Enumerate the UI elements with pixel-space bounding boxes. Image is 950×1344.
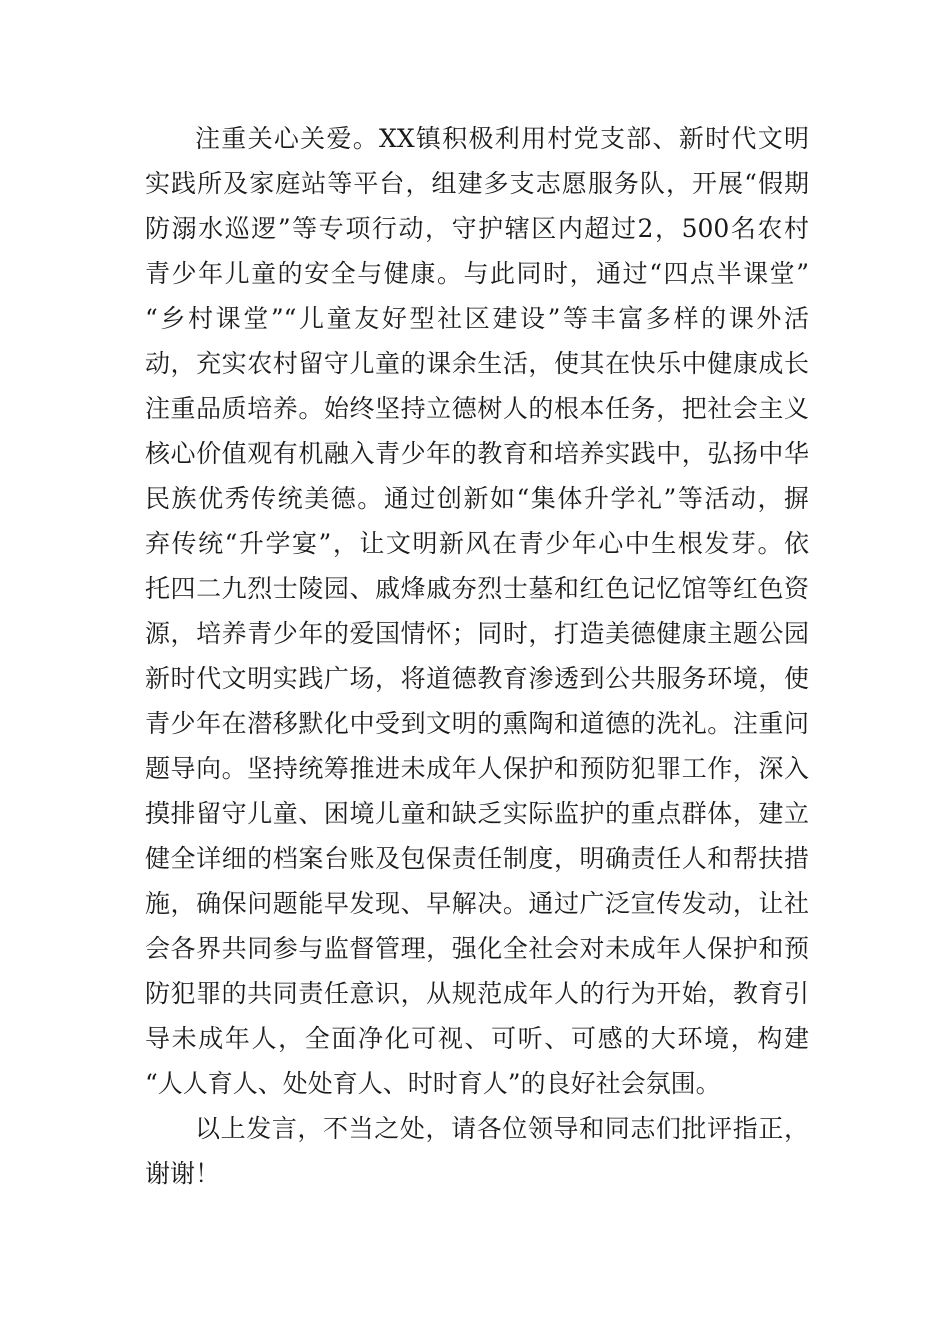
text-line: 注重品质培养。始终坚持立德树人的根本任务，把社会主义 xyxy=(145,394,809,423)
paragraph-closing xyxy=(145,1106,809,1196)
text-line: 题导向。坚持统筹推进未成年人保护和预防犯罪工作，深入 xyxy=(145,754,809,783)
text-line: 核心价值观有机融入青少年的教育和培养实践中，弘扬中华 xyxy=(145,439,809,468)
text-line: 施，确保问题能早发现、早解决。通过广泛宣传发动，让社 xyxy=(145,889,809,918)
text-line: 谢谢！ xyxy=(145,1159,221,1188)
text-line: 青少年在潜移默化中受到文明的熏陶和道德的洗礼。注重问 xyxy=(145,709,809,738)
text-line: “人人育人、处处育人、时时育人”的良好社会氛围。 xyxy=(145,1069,721,1098)
text-line: 健全详细的档案台账及包保责任制度，明确责任人和帮扶措 xyxy=(145,844,809,873)
text-line: 实践所及家庭站等平台，组建多支志愿服务队，开展“假期 xyxy=(145,169,809,198)
text-line: 青少年儿童的安全与健康。与此同时，通过“四点半课堂” xyxy=(145,259,809,288)
document-body xyxy=(145,116,809,1196)
text-line: “乡村课堂”“儿童友好型社区建设”等丰富多样的课外活 xyxy=(145,304,809,333)
paragraph-main xyxy=(145,116,809,1106)
text-line: 新时代文明实践广场，将道德教育渗透到公共服务环境，使 xyxy=(145,664,809,693)
text-line: 防溺水巡逻”等专项行动，守护辖区内超过2，500名农村 xyxy=(145,214,809,243)
text-line: 会各界共同参与监督管理，强化全社会对未成年人保护和预 xyxy=(145,934,809,963)
text-line: 以上发言，不当之处，请各位领导和同志们批评指正， xyxy=(195,1114,809,1143)
text-line: 动，充实农村留守儿童的课余生活，使其在快乐中健康成长 xyxy=(145,349,809,378)
text-line: 弃传统“升学宴”，让文明新风在青少年心中生根发芽。依 xyxy=(145,529,809,558)
text-line: 源，培养青少年的爱国情怀；同时，打造美德健康主题公园 xyxy=(145,619,809,648)
text-line: 导未成年人，全面净化可视、可听、可感的大环境，构建 xyxy=(145,1024,809,1053)
text-line: 托四二九烈士陵园、戚烽戚夯烈士墓和红色记忆馆等红色资 xyxy=(145,574,809,603)
text-line: 防犯罪的共同责任意识，从规范成年人的行为开始，教育引 xyxy=(145,979,809,1008)
text-line: 民族优秀传统美德。通过创新如“集体升学礼”等活动，摒 xyxy=(145,484,809,513)
text-line: 注重关心关爱。XX镇积极利用村党支部、新时代文明 xyxy=(195,124,809,153)
text-line: 摸排留守儿童、困境儿童和缺乏实际监护的重点群体，建立 xyxy=(145,799,809,828)
